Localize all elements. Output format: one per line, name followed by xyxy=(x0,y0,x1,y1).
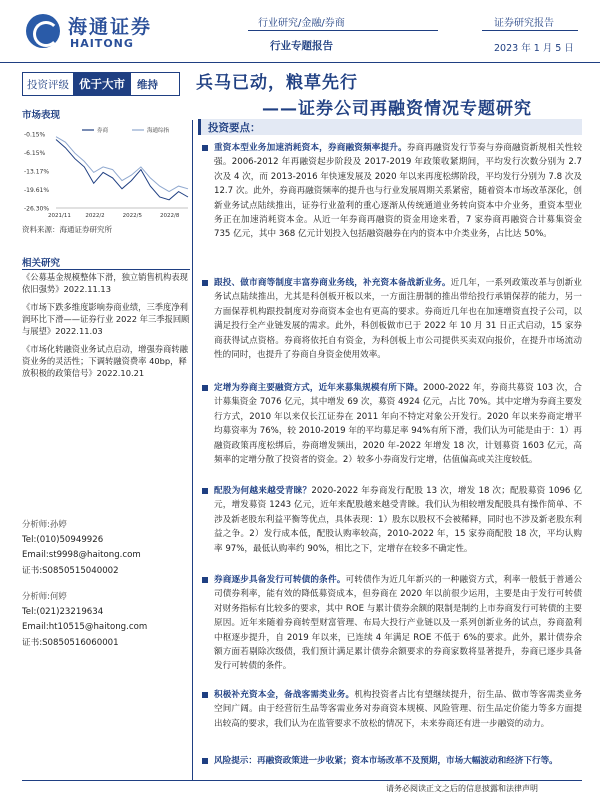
chart-x-tick-label: 2021/11 xyxy=(48,213,71,219)
header-divider-left xyxy=(248,30,438,31)
report-category: 行业研究/金融/券商 xyxy=(258,18,345,29)
analyst-name: 分析师:何婷 xyxy=(22,591,67,601)
key-point-highlight: 跟投、做市商等制度丰富券商业务线，补充资本备战新业务。 xyxy=(214,278,451,288)
risk-warning-bullet xyxy=(202,754,582,768)
key-point-bullet xyxy=(202,141,582,242)
analyst-cert: 证书:S0850515040002 xyxy=(22,565,119,576)
chart-y-tick-label: -26.30% xyxy=(24,205,50,213)
related-research-list xyxy=(22,271,192,385)
chart-x-tick-label: 2022/2 xyxy=(85,213,105,219)
header-divider-right xyxy=(482,30,578,31)
rating-value: 优于大市 xyxy=(73,73,131,95)
report-type: 行业专题报告 xyxy=(270,40,333,52)
key-points-title: 投资要点： xyxy=(208,122,261,134)
related-research-item[interactable]: 《市场化转融资业务试点启动，增强券商转融资业务的灵活性；下调转融资费率 40bp，释放积极的政策信号》2022.10.21 xyxy=(22,344,188,378)
investment-rating xyxy=(22,72,180,96)
chart-x-tick-label: 2022/8 xyxy=(160,213,180,219)
key-point-bullet xyxy=(202,484,582,556)
chart-y-tick-label: -19.61% xyxy=(24,187,50,194)
key-point-text: 2020-2022 年券商发行配股 13 次，增发 18 次；配股募资 1096 亿元，增发募资 1243 亿元，近年来配股越来越受青睐。我们认为相较增发配股具有操作简单、不涉及新老股东利益平衡等优点，具体表现：1）股东以股权不会被稀释，同时也不涉及新老股东利益之争。2）发行成本低，配股认购率较高，2010-2022 年，15 家券商配股 18 次，平均认购率 97%，最低认购率约 90%，相比之下，定增存在较多不确定性。 xyxy=(214,486,582,554)
analyst-name: 分析师:孙婷 xyxy=(22,519,67,529)
column-divider xyxy=(192,120,193,780)
key-point-highlight: 配股为何越来越受青睐？ xyxy=(214,486,312,496)
chart-y-tick-label: -6.15% xyxy=(24,150,46,157)
key-point-bullet xyxy=(202,573,582,674)
chart-legend-label: 券商 xyxy=(97,128,109,134)
key-point-text: 2000-2022 年，券商共募资 103 次，合计募集资金 7076 亿元，其中增发 69 次，募资 4924 亿元，占比 70%。其中定增为券商主要发行方式，2010 年以来仅长江证券在 2011 年向不特定对象公开发行。2020 年以来券商定增平均募资率为 76%，较 2010-2019 年的平均募足率 94%有所下滑，我们认为可能是由于：1）再融资政策再度松绑后，券商增发频出，2020 年-2022 年增发 18 次，计划募资 1603 亿元，高频率的定增分散了投资者的资金。2）较多小券商发行定增，估值偏高或关注度较低。 xyxy=(214,383,582,466)
chart-y-tick-label: -0.15% xyxy=(24,131,46,139)
analyst-email[interactable]: Email:st9998@haitong.com xyxy=(22,550,141,560)
related-research-item[interactable]: 《市场下跌多维度影响券商业绩，三季度净利润环比下滑——证券行业 2022 年三季报回顾与展望》2022.11.03 xyxy=(22,302,190,336)
disclaimer-footer: 请务必阅读正文之后的信息披露和法律声明 xyxy=(386,784,538,793)
key-point-highlight: 积极补充资本金，备战客需类业务。 xyxy=(214,690,355,700)
chart-y-tick-label: -13.17% xyxy=(24,168,50,176)
report-title: 兵马已动，粮草先行 xyxy=(196,73,358,93)
rating-status: 维持 xyxy=(137,78,158,91)
logo-cn-text: 海通证券 xyxy=(68,16,153,38)
key-point-highlight: 券商逐步具备发行可转债的条件。 xyxy=(214,575,346,585)
key-point-bullet xyxy=(202,276,582,362)
chart-x-tick-label: 2022/5 xyxy=(122,213,143,219)
report-subtitle: ——证券公司再融资情况专题研究 xyxy=(262,99,532,119)
haitong-logo-icon xyxy=(26,14,60,48)
related-research-item[interactable]: 《公募基金规模整体下滑，独立销售机构表现依旧强势》2022.11.13 xyxy=(22,272,188,294)
chart-source: 资料来源：海通证券研究所 xyxy=(22,225,112,234)
analyst-tel: Tel:(021)23219634 xyxy=(22,606,104,617)
analyst-tel: Tel:(010)50949926 xyxy=(22,534,104,545)
key-point-bullet xyxy=(202,381,582,467)
key-point-text: 券商再融资发行节奏与券商融资新规相关性较强。2006-2012 年再融资起步阶段及 2017-2019 年政策收紧期间，平均发行次数分别为 2.7 次及 4 次，而 2013-2016 年快速发展及 2020 年以来再度松绑阶段，平均发行分别为 7.8 次及 12.7 次。此外，券商再融资频率的提升也与行业发展周期关系紧密，随着资本市场改革深化，创新业务试点陆续推出，证券行业盈利的重心逐渐从传统通道业务转向资本中介业务，重资本型业务正在加速消耗资本金。从近一年券商再融资的资金用途来看，7 家券商再融资合计募集资金 735 亿元，其中 368 亿元计划投入包括融资融券在内的资本中介类业务，占比达 50%。 xyxy=(214,143,582,240)
analyst-cert: 证书:S0850516060001 xyxy=(22,637,119,648)
analyst-contacts xyxy=(22,517,192,661)
report-date: 2023 年 1 月 5 日 xyxy=(494,43,574,54)
key-point-text: 近几年，一系列政策改革与创新业务试点陆续推出，尤其是科创板开板以来，一方面注册制的推出带给投行承销保荐的能力，另一方面保荐机构跟投制度对券商资本金也有更高的要求。券商近几年也在加速增资直投子公司，以满足投行全产业链发展的需求。此外，科创板做市已于 2022 年 10 月 31 日正式启动，15 家券商获得试点资格。券商将依托自有资金，为科创板上市公司提供买卖双向报价，在提升市场流动性的同时，也提升了券商自身资金使用效率。 xyxy=(214,278,582,361)
key-point-text: 可转债作为近几年新兴的一种融资方式，利率一般低于普通公司债券利率，能有效的降低募资成本，但券商在 2020 年以前很少运用，主要是由于发行可转债对财务指标有比较多的要求，其中 ROE 与累计债券余额的限制是制约上市券商发行可转债的主要原因。近年来随着券商转型财富管理、布局大投行产业链以及一系列创新业务的试点，券商盈利中枢逐步提升，自 2019 年以来，已连续 4 年满足 ROE 不低于 6%的要求。此外，累计债券余额方面若剔除次级债，我们预计满足累计债券余额要求的券商家数将显著提升，券商已逐步具备发行可转债的条件。 xyxy=(214,575,582,672)
risk-warning-text: 风险提示：再融资政策进一步收紧；资本市场改革不及预期，市场大幅波动和经济下行等。 xyxy=(214,756,558,766)
chart-legend-label: 海通综指 xyxy=(147,128,170,134)
footer-rule xyxy=(22,780,582,781)
analyst-block xyxy=(22,517,192,579)
chart-series-line xyxy=(56,137,188,192)
market-performance-chart xyxy=(22,124,192,224)
logo-en-text: HAITONG xyxy=(70,37,134,50)
related-research-title: 相关研究 xyxy=(22,258,61,269)
research-label: 证券研究报告 xyxy=(494,18,554,29)
market-chart-svg xyxy=(22,124,192,224)
key-point-highlight: 定增为券商主要融资方式，近年来募集规模有所下降。 xyxy=(214,383,424,393)
key-point-text: 机构投资者占比有望继续提升，衍生品、做市等客需类业务空间广阔。由于经营衍生品等客需业务对券商资本规模、风险管理、衍生品定价能力等多方面提出较高的要求，我们认为在监管要求不放松的情况下，未来券商还有进一步融资的动力。 xyxy=(214,690,582,729)
analyst-block xyxy=(22,589,192,651)
haitong-logo xyxy=(26,12,166,52)
header-rule xyxy=(0,62,600,63)
rating-label: 投资评级 xyxy=(27,78,69,91)
market-performance-title: 市场表现 xyxy=(22,110,61,121)
key-point-bullet xyxy=(202,688,582,731)
key-point-highlight: 重资本型业务加速消耗资本，券商融资频率提升。 xyxy=(214,143,407,153)
related-research-rule xyxy=(22,269,190,270)
analyst-email[interactable]: Email:ht10515@haitong.com xyxy=(22,622,148,632)
